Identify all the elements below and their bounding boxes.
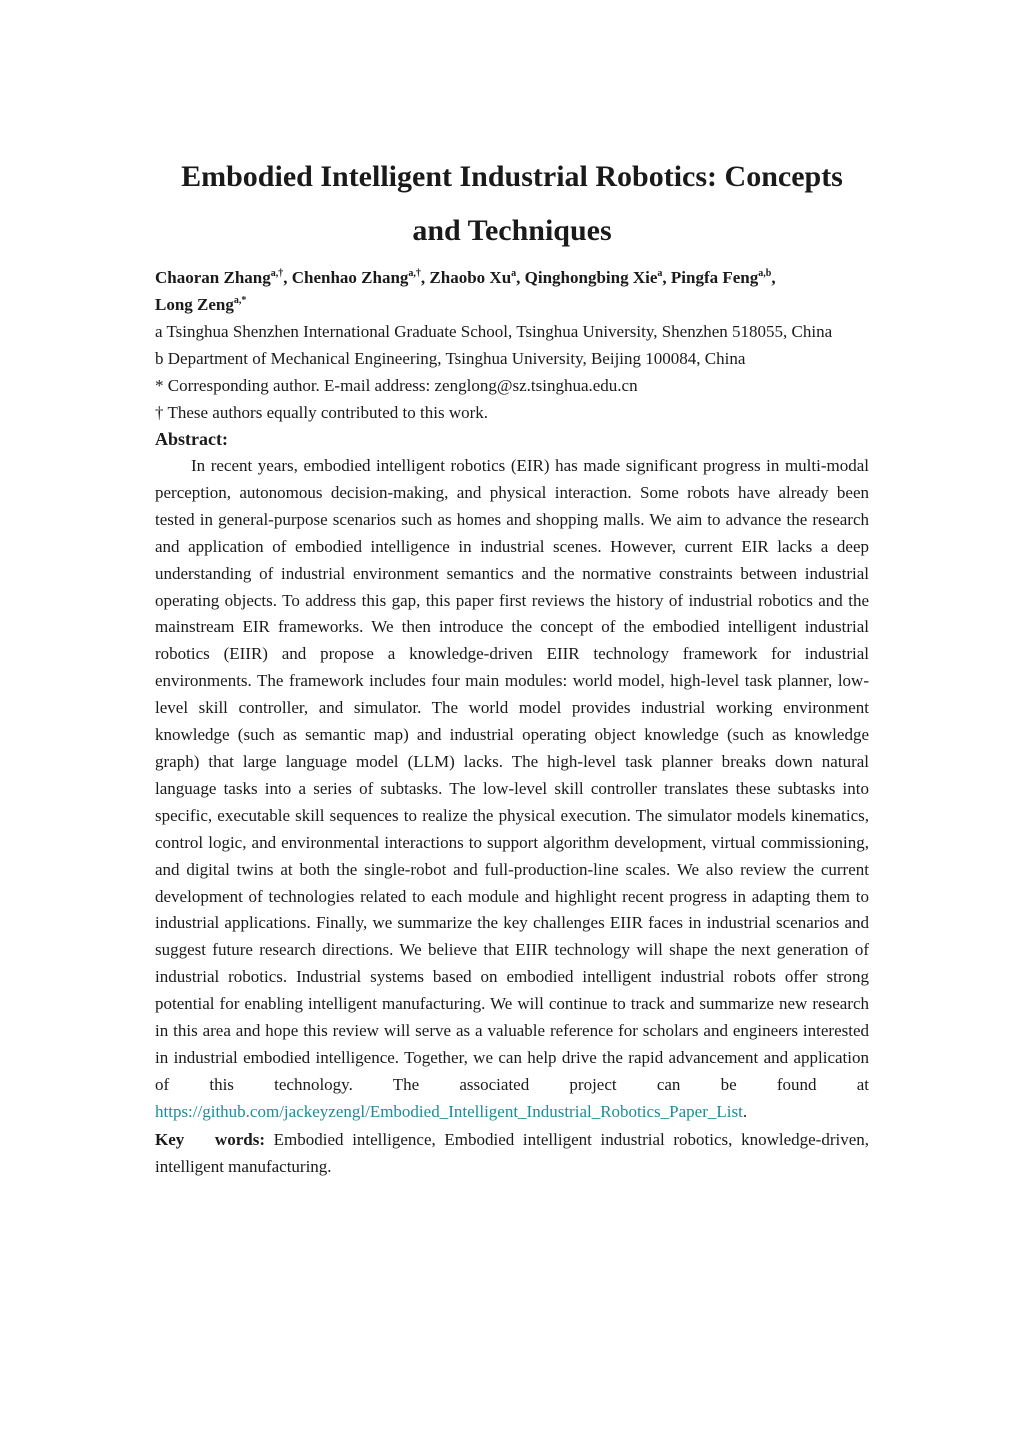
author-name: Chaoran Zhang bbox=[155, 268, 271, 287]
author-separator: , bbox=[771, 268, 776, 287]
author-separator: , bbox=[516, 268, 525, 287]
author-affiliation-mark: a,† bbox=[270, 268, 284, 279]
corresponding-author-note: * Corresponding author. E-mail address: zenglong@sz.tsinghua.edu.cn bbox=[155, 376, 638, 395]
author-name: Qinghongbing Xie bbox=[524, 268, 658, 287]
affiliation-a: a Tsinghua Shenzhen International Graduate School, Tsinghua University, Shenzhen 518055, China bbox=[155, 322, 833, 341]
author-separator: , bbox=[283, 268, 292, 287]
author bbox=[671, 268, 776, 287]
author-list bbox=[155, 264, 869, 318]
link-trailing-period: . bbox=[742, 1101, 748, 1121]
author bbox=[155, 295, 246, 314]
author-name: Chenhao Zhang bbox=[291, 268, 409, 287]
paper-title bbox=[135, 150, 889, 258]
author-affiliation-mark: a,b bbox=[758, 268, 772, 279]
keywords-label: Key words: bbox=[155, 1129, 265, 1149]
abstract-paragraph bbox=[155, 453, 869, 1126]
author-name: Zhaobo Xu bbox=[429, 268, 512, 287]
abstract-heading: Abstract: bbox=[155, 429, 228, 449]
author bbox=[292, 268, 430, 287]
affiliation-b: b Department of Mechanical Engineering, Tsinghua University, Beijing 100084, China bbox=[155, 349, 746, 368]
paper-first-page bbox=[155, 150, 869, 1180]
keywords-text: Embodied intelligence, Embodied intelligent industrial robotics, knowledge-driven, intelligent manufacturing. bbox=[155, 1129, 869, 1176]
author-affiliation-mark: a,* bbox=[233, 295, 247, 306]
author-affiliation-mark: a bbox=[657, 268, 663, 279]
keywords bbox=[155, 1126, 869, 1180]
author-separator: , bbox=[662, 268, 671, 287]
abstract-text: In recent years, embodied intelligent robotics (EIR) has made significant progress in multi-modal perception, autonomous decision-making, and physical interaction. Some robots have already been tested in general-purpose scenarios such as homes and shopping malls. We aim to advance the research and application of embodied intelligence in industrial scenes. However, current EIR lacks a deep understanding of industrial environment semantics and the normative constraints between industrial operating objects. To address this gap, this paper first reviews the history of industrial robotics and the mainstream EIR frameworks. We then introduce the concept of the embodied intelligent industrial robotics (EIIR) and propose a knowledge-driven EIIR technology framework for industrial environments. The framework includes four main modules: world model, high-level task planner, low-level skill controller, and simulator. The world model provides industrial working environment knowledge (such as semantic map) and industrial operating object knowledge (such as knowledge graph) that large language model (LLM) lacks. The high-level task planner breaks down natural language tasks into a series of subtasks. The low-level skill controller translates these subtasks into specific, executable skill sequences to realize the physical execution. The simulator models kinematics, control logic, and environmental interactions to support algorithm development, virtual commissioning, and digital twins at both the single-robot and full-production-line scales. We also review the current development of technologies related to each module and highlight recent progress in adapting them to industrial applications. Finally, we summarize the key challenges EIIR faces in industrial scenarios and suggest future research directions. We believe that EIIR technology will shape the next generation of industrial robotics. Industrial systems based on embodied intelligent industrial robots offer strong potential for enabling intelligent manufacturing. We will continue to track and summarize new research in this area and hope this review will serve as a valuable reference for scholars and engineers interested in industrial embodied intelligence. Together, we can help drive the rapid advancement and application of this technology. The associated project can be found at bbox=[155, 456, 869, 1094]
author-name: Long Zeng bbox=[155, 295, 234, 314]
author bbox=[525, 268, 671, 287]
author-affiliation-mark: a,† bbox=[408, 268, 421, 279]
author-affiliation-mark: a bbox=[511, 268, 517, 279]
author bbox=[155, 268, 292, 287]
paper-title-line-2: and Techniques bbox=[412, 214, 612, 247]
author-name: Pingfa Feng bbox=[670, 268, 759, 287]
equal-contribution-note: † These authors equally contributed to this work. bbox=[155, 403, 489, 422]
author bbox=[429, 268, 524, 287]
project-link[interactable]: https://github.com/jackeyzengl/Embodied_Intelligent_Industrial_Robotics_Paper_List bbox=[155, 1101, 743, 1121]
author-separator: , bbox=[420, 268, 430, 287]
paper-title-line-1: Embodied Intelligent Industrial Robotics: Concepts bbox=[181, 160, 843, 193]
